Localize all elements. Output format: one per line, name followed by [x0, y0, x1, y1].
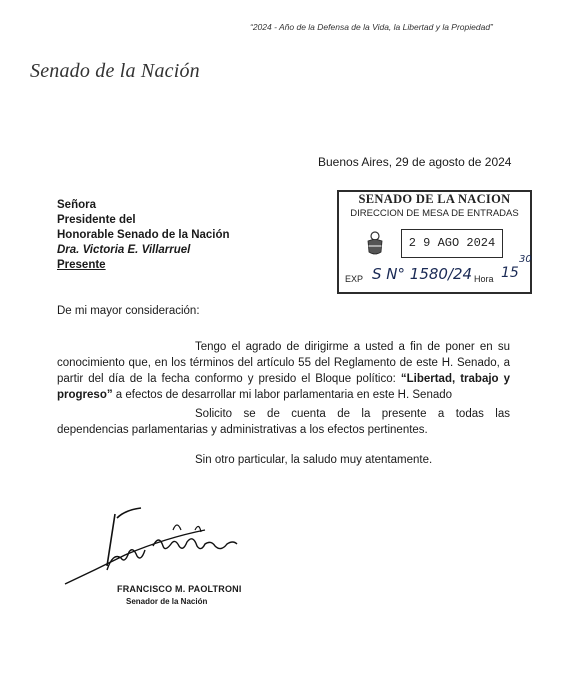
signer-title: Senador de la Nación: [126, 597, 208, 606]
stamp-title: SENADO DE LA NACION: [358, 192, 511, 206]
handwritten-signature: [55, 500, 245, 590]
stamp-exp-label: EXP: [345, 274, 364, 284]
recipient-line-1: Señora: [57, 199, 96, 211]
stamp-hora-label: Hora: [474, 274, 494, 284]
p1-bloc-name: “Libertad, trabajo y progreso”: [57, 373, 511, 401]
reception-stamp: [337, 190, 532, 294]
institution-letterhead: Senado de la Nación: [30, 60, 200, 82]
recipient-line-2: Presidente del: [57, 214, 136, 226]
stamp-subtitle: DIRECCION DE MESA DE ENTRADAS: [350, 208, 519, 219]
stamp-minutes-value: 30: [519, 254, 532, 265]
salutation: De mi mayor consideración:: [57, 305, 200, 317]
body-paragraph-2: [57, 406, 510, 438]
signer-name: FRANCISCO M. PAOLTRONI: [117, 584, 242, 594]
recipient-line-3: Honorable Senado de la Nación: [57, 229, 230, 241]
p1-text-after: a efectos de desarrollar mi labor parlamentaria en este H. Senado: [112, 389, 453, 401]
recipient-line-4: Dra. Victoria E. Villarruel: [57, 244, 191, 256]
body-paragraph-1: [57, 339, 510, 403]
stamp-date: 2 9 AGO 2024: [401, 229, 503, 258]
header-motto: “2024 - Año de la Defensa de la Vida, la Libertad y la Propiedad”: [250, 22, 493, 32]
p1-text-before: Tengo el agrado de dirigirme a usted a fin de poner en su conocimiento que, en los términos del artículo 55 del Reglamento de este H. Senado, a partir del día de la fecha conformo y presido el Bloque político:: [57, 341, 510, 385]
dateline: Buenos Aires, 29 de agosto de 2024: [318, 155, 512, 169]
argentina-seal-icon: [364, 230, 386, 256]
stamp-hora-value: 15: [501, 265, 519, 281]
p2-text: Solicito se de cuenta de la presente a todas las dependencias parlamentarias y administrativas a los efectos pertinentes.: [57, 408, 510, 436]
recipient-block: [57, 198, 230, 273]
closing-line: Sin otro particular, la saludo muy atentamente.: [195, 454, 433, 466]
stamp-exp-number: S N° 1580/24: [372, 265, 473, 283]
recipient-line-5: Presente: [57, 259, 106, 271]
